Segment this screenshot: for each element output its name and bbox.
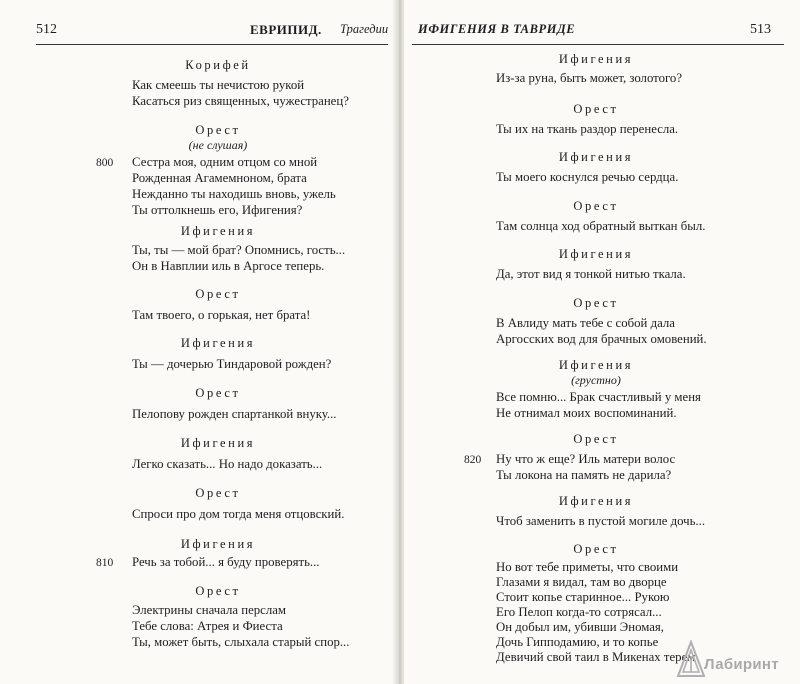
verse-line: Дочь Гипподамию, и то копье (496, 635, 659, 649)
verse-line: Из-за руна, быть может, золотого? (496, 71, 682, 85)
speaker-name: Орест (573, 542, 619, 556)
verse-line: Ты, может быть, слыхала старый спор... (132, 635, 350, 649)
verse-line: Как смеешь ты нечистою рукой (132, 78, 305, 92)
running-head-genre: Трагедии (340, 22, 389, 36)
verse-line: Да, этот вид я тонкой нитью ткала. (496, 267, 686, 281)
verse-line: Ты локона на память не дарила? (496, 468, 672, 482)
verse-line: Глазами я видал, там во дворце (496, 575, 667, 589)
speaker-name: Ифигения (180, 224, 256, 238)
speaker-name: Ифигения (558, 358, 634, 372)
verse-line: Стоит копье старинное... Рукою (496, 590, 670, 604)
speaker-name: Ифигения (180, 537, 256, 551)
labirint-watermark (676, 640, 794, 680)
line-number: 810 (96, 557, 114, 569)
speaker-name: Корифей (185, 58, 251, 72)
verse-line: Ты — дочерью Тиндаровой рожден? (132, 357, 332, 371)
verse-line: Сестра моя, одним отцом со мной (132, 155, 318, 169)
verse-line: Ты оттолкнешь его, Ифигения? (132, 203, 303, 217)
running-head-title: ИФИГЕНИЯ В ТАВРИДЕ (418, 22, 576, 36)
verse-line: Чтоб заменить в пустой могиле дочь... (496, 514, 706, 528)
verse-line: Речь за тобой... я буду проверять... (132, 555, 320, 569)
page-number-left: 512 (36, 22, 57, 37)
running-head-author: ЕВРИПИД. (250, 22, 322, 37)
watermark-text: Лабиринт (704, 656, 779, 673)
verse-line: Но вот тебе приметы, что своими (496, 560, 679, 574)
verse-line: Ты моего коснулся речью сердца. (496, 170, 679, 184)
speaker-name: Орест (195, 123, 241, 137)
page-number-right: 513 (750, 22, 771, 37)
speaker-name: Ифигения (558, 52, 634, 66)
verse-line: Касаться риз священных, чужестранец? (132, 94, 349, 108)
stage-direction: (грустно) (571, 373, 621, 387)
speaker-name: Орест (573, 102, 619, 116)
labyrinth-logo-icon (676, 640, 706, 678)
verse-line: Его Пелоп когда-то сотрясал... (496, 605, 662, 619)
speaker-name: Ифигения (558, 247, 634, 261)
verse-line: Он добыл им, убивши Эномая, (496, 620, 664, 634)
speaker-name: Орест (195, 584, 241, 598)
verse-line: Тебе слова: Атрея и Фиеста (132, 619, 283, 633)
speaker-name: Ифигения (558, 150, 634, 164)
header-rule-right (412, 44, 784, 45)
verse-line: Там твоего, о горькая, нет брата! (132, 308, 311, 322)
verse-line: Спроси про дом тогда меня отцовский. (132, 507, 345, 521)
speaker-name: Орест (195, 486, 241, 500)
verse-line: Все помню... Брак счастливый у меня (496, 390, 701, 404)
verse-line: Девичий свой таил в Микенах терем (496, 650, 696, 664)
header-rule-left (36, 44, 388, 45)
verse-line: Легко сказать... Но надо доказать... (132, 457, 323, 471)
verse-line: Там солнца ход обратный выткан был. (496, 219, 706, 233)
right-page (404, 0, 800, 684)
verse-line: Не отнимал моих воспоминаний. (496, 406, 677, 420)
verse-line: Нежданно ты находишь вновь, ужель (132, 187, 336, 201)
line-number: 800 (96, 157, 114, 169)
verse-line: В Авлиду мать тебе с собой дала (496, 316, 675, 330)
speaker-name: Орест (573, 296, 619, 310)
verse-line: Пелопову рожден спартанкой внуку... (132, 407, 337, 421)
verse-line: Аргосских вод для брачных омовений. (496, 332, 707, 346)
verse-line: Он в Навплии иль в Аргосе теперь. (132, 259, 325, 273)
speaker-name: Ифигения (180, 436, 256, 450)
speaker-name: Ифигения (180, 336, 256, 350)
left-page (0, 0, 396, 684)
verse-line: Рожденная Агамемноном, брата (132, 171, 307, 185)
speaker-name: Ифигения (558, 494, 634, 508)
speaker-name: Орест (195, 287, 241, 301)
speaker-name: Орест (573, 432, 619, 446)
verse-line: Электрины сначала перслам (132, 603, 286, 617)
verse-line: Ты их на ткань раздор перенесла. (496, 122, 679, 136)
verse-line: Ну что ж еще? Иль матери волос (496, 452, 676, 466)
stage-direction: (не слушая) (188, 138, 248, 152)
line-number: 820 (464, 454, 482, 466)
speaker-name: Орест (573, 199, 619, 213)
speaker-name: Орест (195, 386, 241, 400)
verse-line: Ты, ты — мой брат? Опомнись, гость... (132, 243, 346, 257)
